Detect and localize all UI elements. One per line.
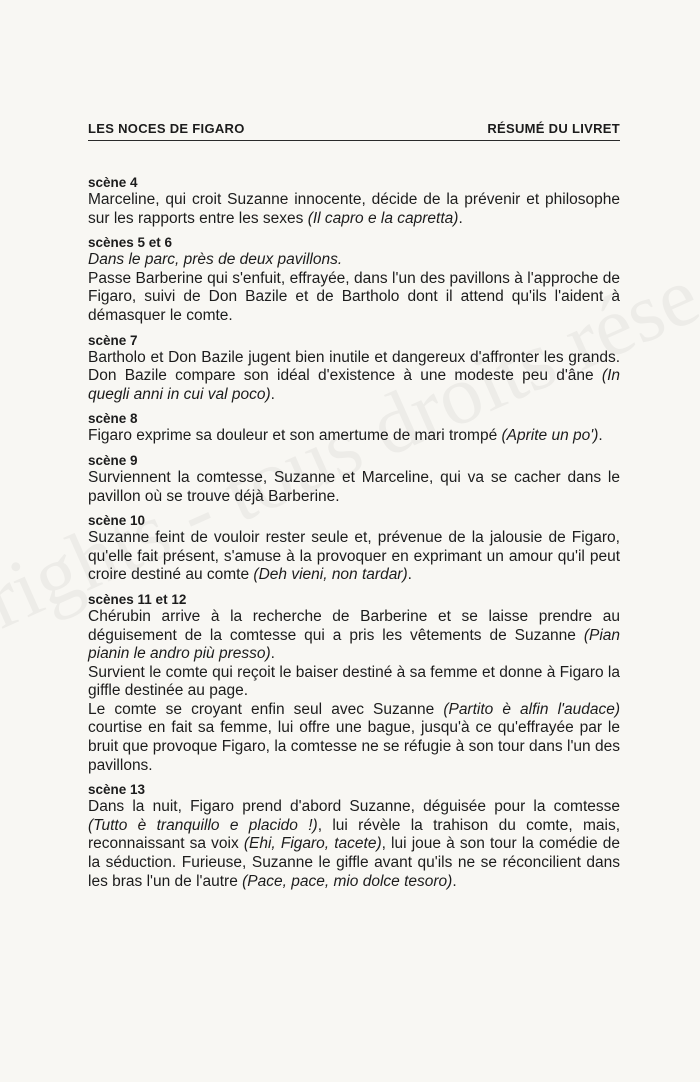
scene-text: [88, 798, 620, 891]
scene-paragraph: [88, 798, 620, 891]
text-run: , lui joue à son tour la comédie de la séduction. Furieuse, Suzanne le giffle avant qu'ils ne se réconcilient dans les bras l'un de l'autre: [88, 835, 621, 890]
scene-text: [88, 349, 620, 405]
scene-section: [88, 235, 620, 325]
scene-text: [88, 427, 620, 446]
header-title-right: RÉSUMÉ DU LIVRET: [487, 121, 620, 136]
text-run: .: [598, 427, 603, 445]
aria-title-italic: (Partito è alfin l'audace): [443, 700, 620, 718]
scene-paragraph: [88, 191, 620, 228]
text-run: .: [452, 872, 457, 890]
synopsis-body: [88, 175, 620, 898]
aria-title-italic: (In quegli anni in cui val poco): [88, 367, 620, 403]
text-run: Dans la nuit, Figaro prend d'abord Suzanne, déguisée pour la comtesse: [88, 798, 620, 816]
scene-section: [88, 513, 620, 585]
aria-title-italic: (Deh vieni, non tardar): [253, 566, 408, 584]
scene-title: scènes 11 et 12: [88, 591, 187, 607]
scene-paragraph: [88, 529, 620, 585]
scene-paragraph: [88, 608, 620, 664]
scene-section: [88, 333, 620, 405]
scene-title: scène 7: [88, 332, 138, 348]
scene-text: [88, 469, 620, 506]
scene-paragraph: [88, 469, 620, 506]
text-run: Surviennent la comtesse, Suzanne et Marceline, qui va se cacher dans le pavillon où se trouve déjà Barberine.: [88, 468, 620, 505]
page-header: [88, 121, 620, 141]
aria-title-italic: (Tutto è tranquillo e placido !): [88, 816, 318, 834]
scene-paragraph: [88, 251, 620, 270]
text-run: .: [270, 385, 275, 403]
scene-paragraph: [88, 349, 620, 405]
text-run: .: [407, 566, 412, 584]
scene-text: [88, 529, 620, 585]
scene-section: [88, 453, 620, 506]
scene-section: [88, 175, 620, 228]
aria-title-italic: (Ehi, Figaro, tacete): [243, 835, 382, 853]
scene-section: [88, 782, 620, 891]
scene-text: [88, 191, 620, 228]
scene-paragraph: [88, 701, 620, 775]
text-run: Chérubin arrive à la recherche de Barberine et se laisse prendre au déguisement de la comtesse qui a pris les vêtements de Suzanne: [88, 607, 620, 644]
aria-title-italic: (Il capro e la capretta): [307, 209, 459, 227]
aria-title-italic: (Pace, pace, mio dolce tesoro): [242, 872, 453, 890]
scene-text: [88, 608, 620, 775]
text-run: Suzanne feint de vouloir rester seule et, prévenue de la jalousie de Figaro, qu'elle fait présent, s'amuse à la provoquer en exprimant un amour qu'il peut croire destiné au comte: [88, 529, 620, 584]
scene-title: scène 9: [88, 452, 138, 468]
text-run: , lui révèle la trahison du comte, mais, reconnaissant sa voix: [88, 816, 621, 853]
text-run: .: [458, 209, 463, 227]
scene-section: [88, 411, 620, 446]
scene-title: scène 4: [88, 175, 138, 190]
scene-title: scène 13: [88, 782, 146, 798]
scene-title: scène 8: [88, 411, 138, 427]
aria-title-italic: (Aprite un po'): [501, 427, 599, 445]
scene-title: scènes 5 et 6: [88, 235, 173, 251]
scene-paragraph: [88, 270, 620, 326]
scene-title: scène 10: [88, 513, 146, 529]
aria-title-italic: (Pian pianin le andro più presso): [88, 626, 620, 663]
header-title-left: LES NOCES DE FIGARO: [88, 121, 245, 136]
text-run: Bartholo et Don Bazile jugent bien inutile et dangereux d'affronter les grands. Don Bazile compare son idéal d'existence à une modeste peu d'âne: [88, 348, 620, 385]
scene-paragraph: [88, 664, 620, 701]
text-run: courtise en fait sa femme, lui offre une bague, jusqu'à ce qu'effrayée par le bruit que provoque Figaro, la comtesse ne se réfugie à son tour dans l'un des pavillons.: [88, 719, 620, 774]
scene-text: [88, 251, 620, 325]
scene-paragraph: [88, 427, 620, 446]
aria-title-italic: Dans le parc, près de deux pavillons.: [88, 251, 343, 269]
scene-section: [88, 592, 620, 775]
text-run: .: [270, 645, 275, 663]
text-run: Le comte se croyant enfin seul avec Suzanne: [88, 700, 444, 718]
text-run: Passe Barberine qui s'enfuit, effrayée, dans l'un des pavillons à l'approche de Figaro, suivi de Don Bazile et de Bartholo dont il attend qu'ils l'aident à démasquer le comte.: [88, 269, 620, 324]
text-run: Survient le comte qui reçoit le baiser destiné à sa femme et donne à Figaro la giffle destinée au page.: [88, 663, 620, 700]
text-run: Figaro exprime sa douleur et son amertume de mari trompé: [88, 427, 502, 445]
text-run: Marceline, qui croit Suzanne innocente, décide de la prévenir et philosophe sur les rapports entre les sexes: [88, 191, 620, 227]
